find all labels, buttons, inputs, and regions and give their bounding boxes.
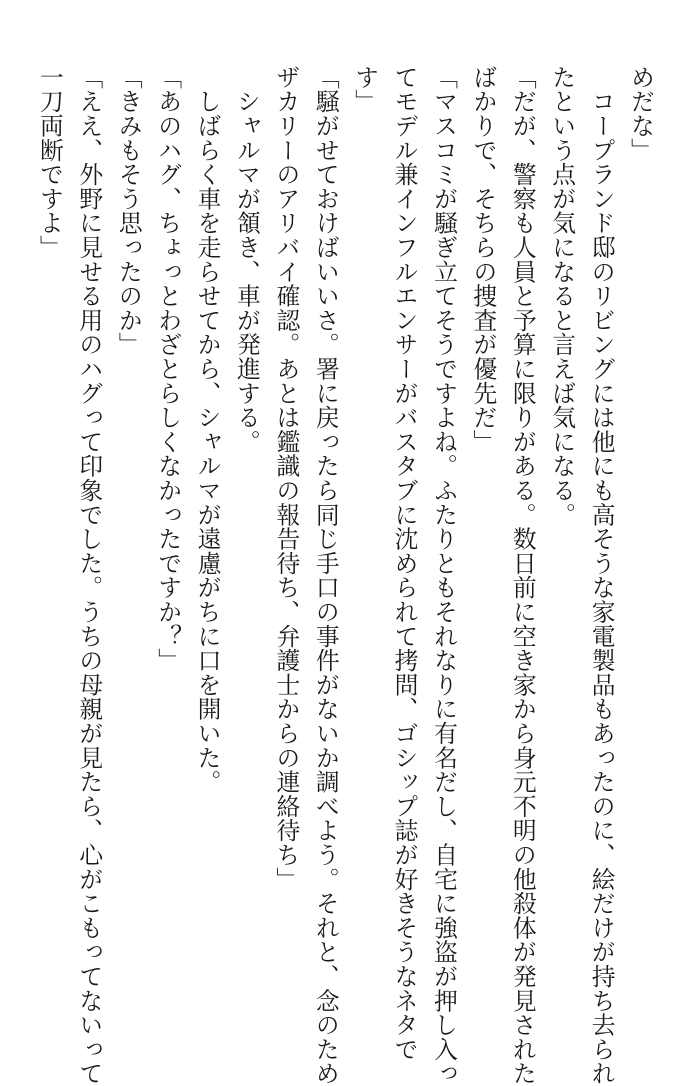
text-line: ザカリーのアリバイ確認。あとは鑑識の報告待ち、弁護士からの連絡待ち」 xyxy=(272,65,301,892)
text-line: めだな」 xyxy=(627,65,655,163)
text-line: シャルマが頷き、車が発進する。 xyxy=(232,65,261,454)
text-line: 「ええ、外野に見せる用のハグって印象でした。うちの母親が見たら、心がこもってないって xyxy=(75,65,104,1086)
text-line: ばかりで、そちらの捜査が優先だ」 xyxy=(469,65,498,454)
text-line: 「マスコミが騒ぎ立てそうですよね。ふたりともそれなりに有名だし、自宅に強盗が押し入っ xyxy=(429,65,458,1086)
text-line: てモデル兼インフルエンサーがバスタブに沈められて拷問、ゴシップ誌が好きそうなネタで xyxy=(390,65,419,1062)
text-line: 「騒がせておけばいいさ。署に戻ったら同じ手口の事件がないか調べよう。それと、念のため xyxy=(311,65,340,1086)
text-line: 一刀両断ですよ」 xyxy=(35,65,64,260)
text-line: たという点が気になると言えば気になる。 xyxy=(548,65,577,527)
text-line: す」 xyxy=(351,65,380,114)
text-line: しばらく車を走らせてから、シャルマが遠慮がちに口を開いた。 xyxy=(193,65,222,794)
text-line: 「あのハグ、ちょっとわざとらしくなかったですか？」 xyxy=(154,65,183,673)
vertical-text-column xyxy=(30,65,661,1086)
text-line: 「だが、警察も人員と予算に限りがある。数日前に空き家から身元不明の他殺体が発見された xyxy=(508,65,537,1086)
text-line: コープランド邸のリビングには他にも高そうな家電製品もあったのに、絵だけが持ち去られ xyxy=(587,65,616,1086)
text-line: 「きみもそう思ったのか」 xyxy=(114,65,143,357)
